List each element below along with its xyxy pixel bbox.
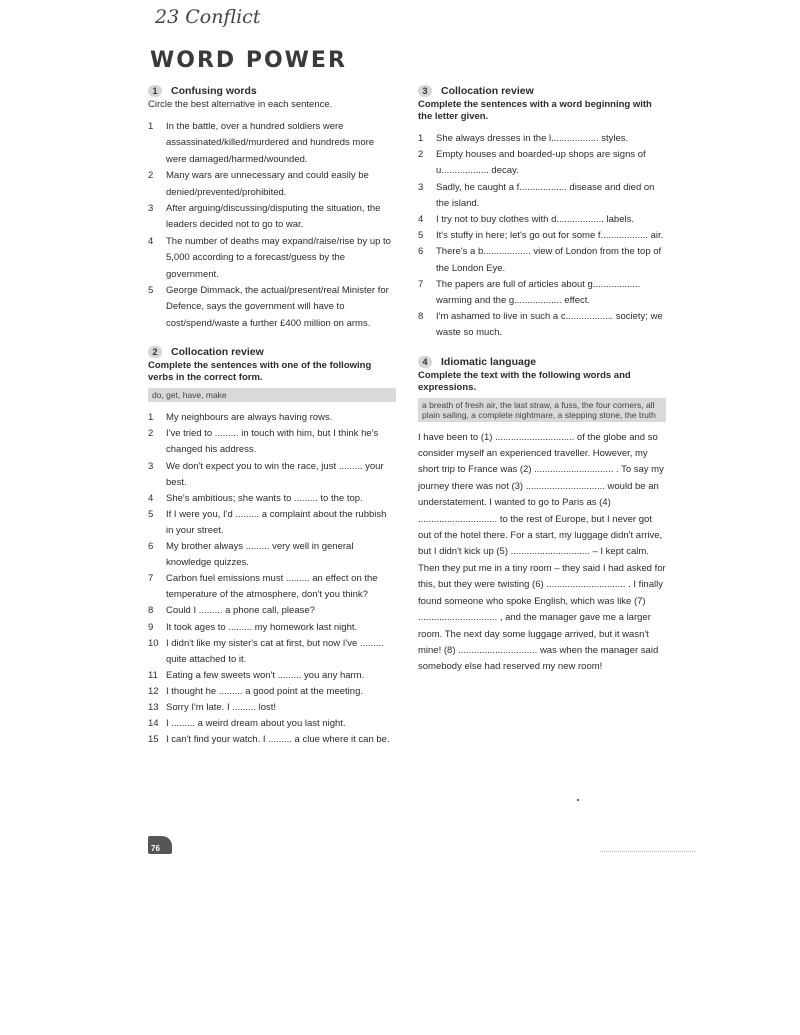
list-item — [418, 277, 666, 309]
section-number-badge: 4 — [418, 356, 432, 368]
item-number: 4 — [148, 492, 154, 504]
item-number: 8 — [148, 605, 154, 617]
item-number: 4 — [148, 235, 154, 247]
list-item — [148, 539, 396, 571]
item-number: 3 — [148, 460, 154, 472]
item-text: George Dimmack, the actual/present/real Minister for Defence, says the government will have to cost/spend/waste a further £400 million on arms. — [166, 285, 389, 329]
word-box: a breath of fresh air, the last straw, a fuss, the four corners, all plain sailing, a complete nightmare, a stepping stone, the truth — [418, 398, 666, 422]
section-header — [418, 355, 666, 369]
list-item — [148, 201, 396, 234]
section-title: Idiomatic language — [441, 355, 537, 368]
section-header — [418, 84, 666, 98]
item-text: I thought he ......... a good point at the meeting. — [166, 685, 363, 697]
item-number: 5 — [148, 508, 154, 520]
list-item — [148, 507, 396, 539]
list-item — [148, 119, 396, 168]
item-text: I'm ashamed to live in such a c.................. society; we waste so much. — [436, 311, 663, 339]
section-instruction: Complete the text with the following words and expressions. — [418, 369, 631, 393]
item-number: 1 — [148, 121, 154, 132]
page-heading: WORD POWER — [150, 48, 347, 73]
item-text: I've tried to ......... in touch with him, but I think he's changed his address. — [166, 428, 379, 456]
item-number: 7 — [418, 278, 424, 290]
item-text: I try not to buy clothes with d.................. labels. — [436, 214, 635, 226]
item-number: 6 — [148, 541, 154, 553]
list-item — [148, 571, 396, 603]
item-number: 15 — [148, 734, 159, 746]
list-item — [418, 228, 666, 244]
list-item — [148, 168, 396, 201]
item-number: 10 — [148, 637, 159, 649]
list-item — [418, 309, 666, 341]
section-title: Confusing words — [171, 85, 257, 97]
item-number: 11 — [148, 669, 158, 681]
scan-speck — [577, 799, 579, 801]
item-text: Could I ......... a phone call, please? — [166, 605, 315, 617]
item-text: Eating a few sweets won't ......... you any harm. — [166, 669, 365, 681]
list-item — [148, 668, 396, 684]
list-item — [148, 716, 396, 732]
section-header — [148, 345, 396, 359]
item-text: Sadly, he caught a f.................. disease and died on the island. — [436, 181, 655, 209]
item-list — [418, 131, 666, 342]
section-number-badge: 1 — [148, 85, 162, 97]
list-item — [148, 459, 396, 491]
item-number: 3 — [418, 181, 424, 193]
item-number: 1 — [418, 133, 424, 144]
item-number: 9 — [148, 621, 154, 633]
item-number: 8 — [418, 311, 424, 323]
list-item — [148, 732, 396, 748]
section-idiomatic-language — [418, 355, 666, 676]
item-number: 1 — [148, 412, 154, 424]
list-item — [418, 212, 666, 228]
item-list — [148, 119, 396, 332]
item-number: 7 — [148, 573, 154, 585]
item-text: I didn't like my sister's cat at first, but now I've ......... quite attached to it. — [166, 637, 384, 665]
list-item — [148, 620, 396, 636]
item-text: Carbon fuel emissions must ......... an effect on the temperature of the atmosphere, don't you think? — [166, 573, 378, 601]
section-instruction: Complete the sentences with a word beginning with the letter given. — [418, 99, 652, 122]
list-item — [148, 426, 396, 458]
item-text: Empty houses and boarded-up shops are signs of u.................. decay. — [436, 149, 646, 177]
item-number: 2 — [418, 149, 424, 161]
list-item — [418, 131, 666, 147]
item-text: She always dresses in the l.................. styles. — [436, 133, 629, 144]
item-number: 5 — [418, 230, 424, 242]
item-text: Many wars are unnecessary and could easily be denied/prevented/prohibited. — [166, 170, 369, 198]
page-number: 76 — [151, 844, 160, 853]
passage-text: I have been to (1) .............................. of the globe and so consider myself an experienced traveller. However, my short trip to France was (2) .............................. . To say my journey there was not (3) .............................. would be an understatement. I wanted to go to Paris as (4) .............................. to the rest of Europe, but I never got out of the hotel there. For a start, my luggage didn't arrive, but I didn't kick up (5) .............................. – I kept calm. Then they put me in a tiny room – they said I had asked for this, but they were twisting (6) .............................. . I finally found someone who spoke English, which was like (7) .............................. , and the manager gave me a larger room. The next day some luggage arrived, but it wasn't mine! (8) .............................. was when the manager said somebody else had reserved my new room! — [418, 431, 666, 673]
item-text: It took ages to ......... my homework last night. — [166, 621, 358, 633]
list-item — [148, 283, 396, 332]
unit-title: 23 Conflict — [155, 6, 261, 28]
item-number: 2 — [148, 170, 154, 182]
item-text: After arguing/discussing/disputing the situation, the leaders decided not to go to war. — [166, 203, 381, 231]
section-number-badge: 3 — [418, 85, 432, 97]
section-number-badge: 2 — [148, 346, 162, 358]
right-column — [418, 84, 666, 689]
item-text: She's ambitious; she wants to ......... to the top. — [166, 492, 363, 504]
list-item — [418, 244, 666, 276]
item-text: Sorry I'm late. I ......... lost! — [166, 701, 277, 713]
section-collocation-letters — [418, 84, 666, 342]
list-item — [148, 684, 396, 700]
item-text: My neighbours are always having rows. — [166, 412, 333, 424]
item-number: 13 — [148, 701, 159, 713]
item-text: If I were you, I'd ......... a complaint about the rubbish in your street. — [166, 508, 387, 536]
item-text: The papers are full of articles about g.................. warming and the g.................. effect. — [436, 278, 641, 307]
left-column — [148, 84, 396, 761]
list-item — [148, 700, 396, 716]
item-number: 3 — [148, 203, 154, 215]
passage — [418, 430, 666, 676]
item-number: 2 — [148, 428, 154, 440]
section-title: Collocation review — [171, 346, 264, 359]
item-text: We don't expect you to win the race, just ......... your best. — [166, 460, 384, 488]
page-number-tab — [148, 836, 172, 854]
item-text: There's a b.................. view of London from the top of the London Eye. — [436, 246, 662, 274]
item-text: The number of deaths may expand/raise/rise by up to 5,000 according to a forecast/guess by the government. — [166, 235, 391, 280]
section-header — [148, 84, 396, 98]
item-list — [148, 410, 396, 748]
list-item — [148, 410, 396, 426]
section-instruction: Circle the best alternative in each sentence. — [148, 99, 333, 110]
list-item — [148, 234, 396, 283]
list-item — [148, 603, 396, 619]
item-number: 6 — [418, 246, 424, 258]
item-number: 5 — [148, 285, 154, 297]
list-item — [148, 636, 396, 668]
section-collocation-verbs — [148, 345, 396, 748]
footer-rule — [600, 851, 695, 853]
item-text: In the battle, over a hundred soldiers were assassinated/killed/murdered and hundreds more were damaged/harmed/wounded. — [166, 121, 375, 165]
list-item — [418, 147, 666, 179]
item-text: I ......... a weird dream about you last night. — [166, 718, 346, 730]
list-item — [418, 180, 666, 212]
item-text: My brother always ......... very well in general knowledge quizzes. — [166, 541, 354, 569]
word-box: do, get, have, make — [148, 388, 396, 402]
item-number: 4 — [418, 214, 424, 226]
item-text: It's stuffy in here; let's go out for some f.................. air. — [436, 230, 664, 242]
item-text: I can't find your watch. I ......... a clue where it can be. — [166, 734, 390, 746]
item-number: 14 — [148, 718, 159, 730]
list-item — [148, 491, 396, 507]
section-confusing-words — [148, 84, 396, 332]
section-instruction: Complete the sentences with one of the following verbs in the correct form. — [148, 360, 372, 384]
item-number: 12 — [148, 685, 159, 697]
section-title: Collocation review — [441, 85, 534, 97]
